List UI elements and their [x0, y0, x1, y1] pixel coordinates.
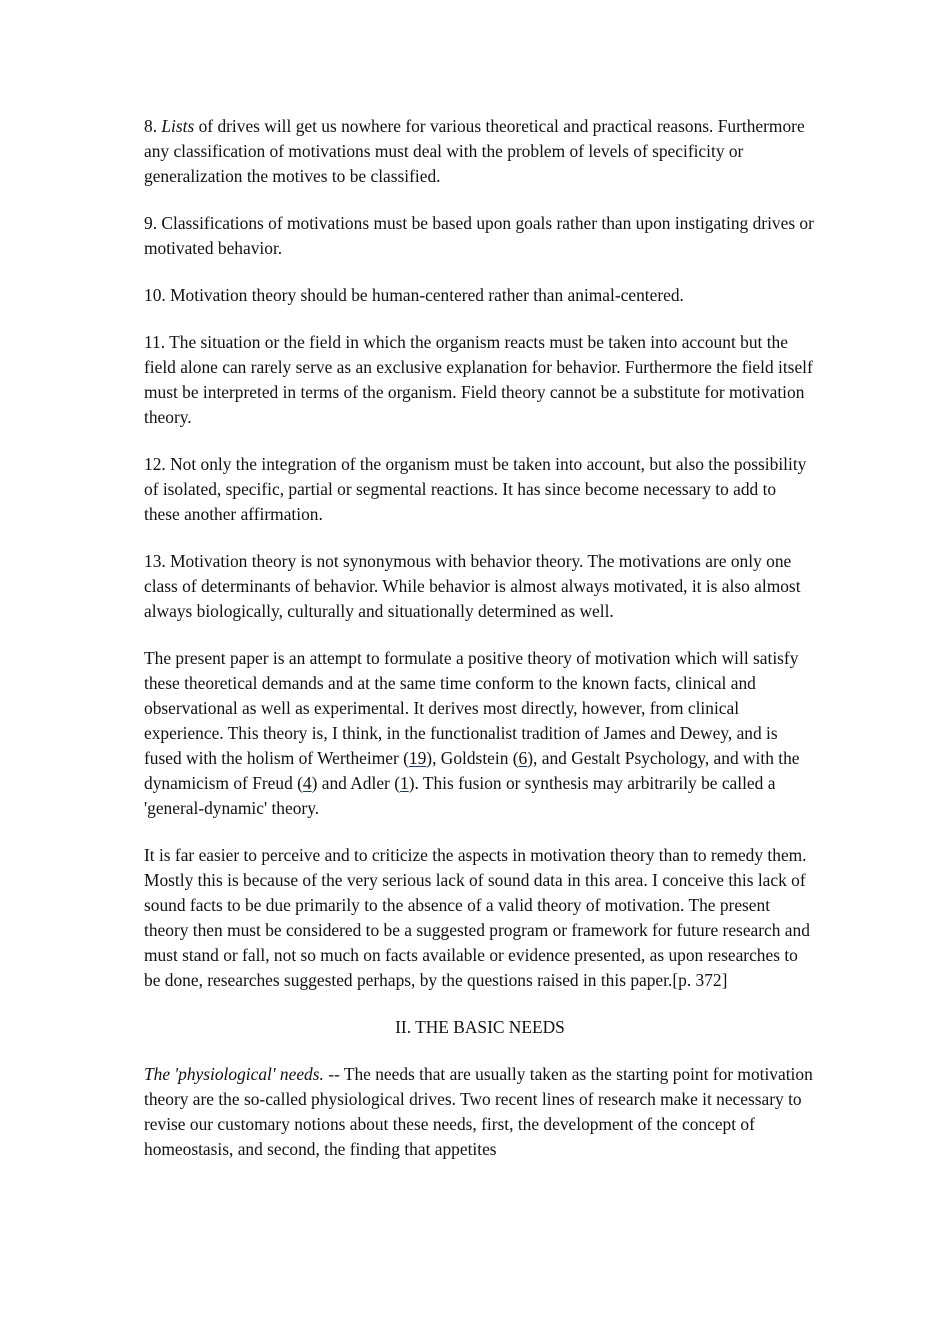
paragraph-present-paper	[144, 646, 816, 821]
paragraph-9: 9. Classifications of motivations must be based upon goals rather than upon instigating drives or motivated behavior.	[144, 213, 814, 258]
reference-link-1[interactable]: 1	[399, 773, 409, 793]
reference-link-6[interactable]: 6	[518, 748, 528, 768]
paragraph-far-easier: It is far easier to perceive and to criticize the aspects in motivation theory than to remedy them. Mostly this is because of the very serious lack of sound data in this area. I conceive this lack of sound facts to be due primarily to the absence of a valid theory of motivation. The present theory then must be considered to be a suggested program or framework for future research and must stand or fall, not so much on facts available or evidence presented, as upon researches to be done, researches suggested perhaps, by the questions raised in this paper.[p. 372]	[144, 845, 810, 990]
paragraph-text: ) and Adler (	[311, 773, 400, 793]
reference-link-4[interactable]: 4	[302, 773, 312, 793]
section-heading: II. THE BASIC NEEDS	[395, 1017, 565, 1037]
document-body	[144, 114, 816, 1184]
emphasis-physiological-needs: The 'physiological' needs.	[144, 1064, 324, 1084]
paragraph-text: ), Goldstein (	[426, 748, 519, 768]
paragraph-text: ), and Gestalt Psychology, and with the dynamicism of Freud (	[144, 748, 800, 793]
paragraph-12: 12. Not only the integration of the organism must be taken into account, but also the possibility of isolated, specific, partial or segmental reactions. It has since become necessary to add to these another affirmation.	[144, 454, 807, 524]
paragraph-text: of drives will get us nowhere for various theoretical and practical reasons. Furthermore any classification of motivations must deal with the problem of levels of specificity or generalization the motives to be classified.	[144, 116, 805, 186]
paragraph-10: 10. Motivation theory should be human-centered rather than animal-centered.	[144, 285, 684, 305]
paragraph-8	[144, 114, 816, 189]
paragraph-text: ). This fusion or synthesis may arbitrarily be called a 'general-dynamic' theory.	[144, 773, 776, 818]
paragraph-text: The present paper is an attempt to formulate a positive theory of motivation which will satisfy these theoretical demands and at the same time conform to the known facts, clinical and observational as well as experimental. It derives most directly, however, from clinical experience. This theory is, I think, in the functionalist tradition of James and Dewey, and is fused with the holism of Wertheimer (	[144, 648, 799, 768]
reference-link-19[interactable]: 19	[408, 748, 427, 768]
paragraph-number: 8.	[144, 116, 162, 136]
paragraph-11: 11. The situation or the field in which the organism reacts must be taken into account but the field alone can rarely serve as an exclusive explanation for behavior. Furthermore the field itself must be interpreted in terms of the organism. Field theory cannot be a substitute for motivation theory.	[144, 332, 813, 427]
emphasis-lists: Lists	[161, 116, 195, 136]
paragraph-physiological-needs	[144, 1062, 816, 1162]
paragraph-text: -- The needs that are usually taken as the starting point for motivation theory are the so-called physiological drives. Two recent lines of research make it necessary to revise our customary notions about these needs, first, the development of the concept of homeostasis, and second, the finding that appetites	[144, 1064, 813, 1159]
paragraph-13: 13. Motivation theory is not synonymous with behavior theory. The motivations are only one class of determinants of behavior. While behavior is almost always motivated, it is also almost always biologically, culturally and situationally determined as well.	[144, 551, 801, 621]
